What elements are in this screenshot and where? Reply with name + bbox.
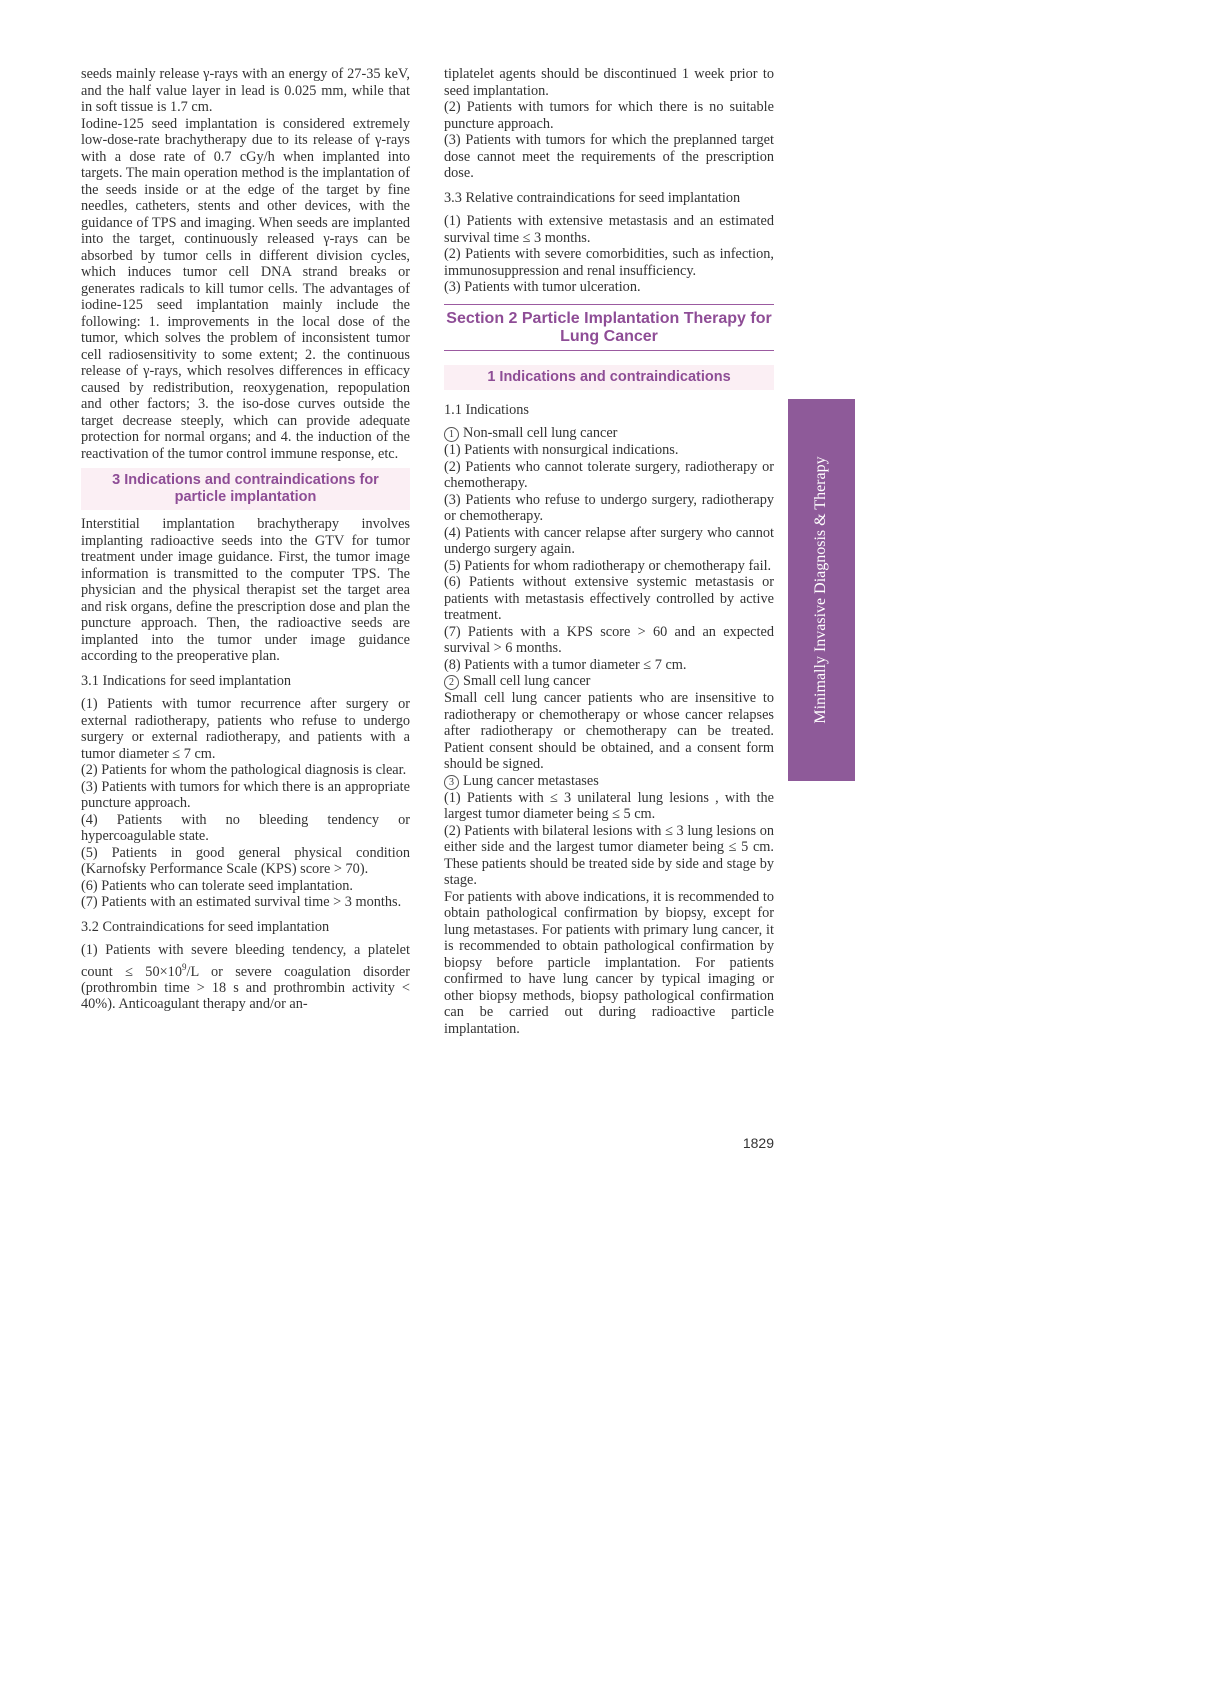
- heading-section-3: 3 Indications and contraindications for particle implantation: [81, 468, 410, 510]
- list-item: (8) Patients with a tumor diameter ≤ 7 cm.: [444, 656, 687, 673]
- list-item: (2) Patients for whom the pathological diagnosis is clear.: [81, 762, 407, 778]
- list-item: (6) Patients who can tolerate seed implantation.: [81, 877, 353, 894]
- list-item: (2) Patients with bilateral lesions with ≤ 3 lung lesions on either side and the largest tumor diameter being ≤ 5 cm. These patients should be treated side by side and stage by stage.: [444, 822, 774, 888]
- paragraph-interstitial: Interstitial implantation brachytherapy involves implanting radioactive seeds into the GTV for tumor treatment under image guidance. First, the tumor image information is transmitted to the computer TPS. The physician and the physical therapist set the target area and risk organs, define the prescription dose and plan the puncture approach. Then, the radioactive seeds are implanted into the tumor under image guidance according to the preoperative plan.: [81, 516, 410, 664]
- paragraph-continued: tiplatelet agents should be discontinued 1 week prior to seed implantation.: [444, 66, 774, 99]
- list-item: (3) Patients with tumor ulceration.: [444, 279, 641, 295]
- journal-side-tab: [788, 399, 855, 781]
- list-item: (1) Patients with tumor recurrence after surgery or external radiotherapy, patients who refuse to undergo surgery or external radiotherapy, and patients with a tumor diameter ≤ 7 cm.: [81, 696, 410, 762]
- paragraph-iodine-125: Iodine-125 seed implantation is considered extremely low-dose-rate brachytherapy due to its release of γ-rays with a dose rate of 0.7 cGy/h when implanted into targets. The main operation method is the implantation of the seeds inside or at the edge of the target by fine needles, catheters, stents and other devices, with the guidance of TPS and imaging. When seeds are implanted into the target, continuously released γ-rays can be absorbed by tumor cells in different division cycles, which induces tumor cell DNA strand breaks or generates radicals to kill tumor cells. The advantages of iodine-125 seed implantation mainly include the following: 1. improvements in the local dose of the tumor, which solves the problem of inconsistent tumor cell radiosensitivity to some extent; 2. the continuous release of γ-rays, which resolves differences in efficacy caused by redistribution, reoxygenation, repopulation and other factors; 3. the iso-dose curves outside the target decrease steeply, which can provide adequate protection for normal organs; and 4. the induction of the reactivation of the tumor control immune response, etc.: [81, 115, 410, 462]
- circled-number: 1: [444, 427, 459, 442]
- list-item: (1) Patients with nonsurgical indications.: [444, 442, 679, 458]
- subheading-3-1: 3.1 Indications for seed implantation: [81, 672, 292, 689]
- list-item: (6) Patients without extensive systemic metastasis or patients with metastasis effectively controlled by active treatment.: [444, 574, 774, 623]
- paragraph-recommendation: For patients with above indications, it is recommended to obtain pathological confirmation by biopsy, except for lung metastases. For patients with primary lung cancer, it is recommended to obtain pathological confirmation by biopsy before particle implantation. For patients confirmed to have lung cancer by typical imaging or other biopsy methods, biopsy pathological confirmation can be carried out during radioactive particle implantation.: [444, 888, 774, 1037]
- list-item: (5) Patients in good general physical condition (Karnofsky Performance Scale (KPS) score > 70).: [81, 844, 410, 877]
- list-item: (4) Patients with no bleeding tendency or hypercoagulable state.: [81, 811, 410, 844]
- paragraph-intro: seeds mainly release γ-rays with an energy of 27-35 keV, and the half value layer in lead is 0.025 mm, while that in soft tissue is 1.7 cm.: [81, 66, 410, 115]
- subheading-3-2: 3.2 Contraindications for seed implantation: [81, 918, 330, 935]
- circled-number: 2: [444, 675, 459, 690]
- list-item: (3) Patients with tumors for which there is an appropriate puncture approach.: [81, 778, 410, 811]
- left-column: [81, 66, 410, 1013]
- list-item: [81, 942, 410, 1013]
- list-item: (2) Patients with tumors for which there is no suitable puncture approach.: [444, 99, 774, 132]
- list-item: (5) Patients for whom radiotherapy or chemotherapy fail.: [444, 557, 772, 574]
- category-label: [444, 425, 774, 442]
- list-item: (1) Patients with ≤ 3 unilateral lung lesions , with the largest tumor diameter being ≤ 5 cm.: [444, 789, 774, 822]
- paragraph-sclc: Small cell lung cancer patients who are insensitive to radiotherapy or chemotherapy or whose cancer relapses after radiotherapy or chemotherapy can be treated. Patient consent should be obtained, and a consent form should be signed.: [444, 690, 774, 772]
- right-column: [444, 66, 774, 1037]
- list-item: (2) Patients who cannot tolerate surgery, radiotherapy or chemotherapy.: [444, 458, 774, 491]
- list-item: (4) Patients with cancer relapse after surgery who cannot undergo surgery again.: [444, 524, 774, 557]
- page-number: 1829: [742, 1135, 774, 1151]
- list-item: (2) Patients with severe comorbidities, such as infection, immunosuppression and renal insufficiency.: [444, 246, 774, 279]
- circled-number: 3: [444, 775, 459, 790]
- subheading-3-3: 3.3 Relative contraindications for seed implantation: [444, 189, 741, 206]
- superscript: 9: [181, 961, 187, 972]
- subheading-1-1: 1.1 Indications: [444, 401, 529, 418]
- text-run: /L or severe coagulation disorder (prothrombin time > 18 s and prothrombin activity < 40%). Anticoagulant therapy and/or an-: [81, 963, 410, 1013]
- section-2-title: Section 2 Particle Implantation Therapy for Lung Cancer: [444, 304, 774, 351]
- category-label: [444, 773, 774, 790]
- list-item: (3) Patients who refuse to undergo surgery, radiotherapy or chemotherapy.: [444, 491, 774, 524]
- list-item: (3) Patients with tumors for which the preplanned target dose cannot meet the requirements of the prescription dose.: [444, 132, 774, 181]
- text-run: (1) Patients with severe bleeding tendency, a platelet count ≤ 50×10: [81, 942, 410, 980]
- category-text: Lung cancer metastases: [463, 772, 599, 789]
- category-text: Small cell lung cancer: [463, 673, 591, 689]
- side-tab-label: Minimally Invasive Diagnosis & Therapy: [812, 456, 829, 724]
- heading-section-1: 1 Indications and contraindications: [444, 365, 774, 390]
- category-text: Non-small cell lung cancer: [463, 425, 618, 441]
- category-label: [444, 673, 774, 690]
- list-item: (7) Patients with an estimated survival time > 3 months.: [81, 894, 402, 910]
- list-item: (1) Patients with extensive metastasis and an estimated survival time ≤ 3 months.: [444, 213, 774, 246]
- list-item: (7) Patients with a KPS score > 60 and an expected survival > 6 months.: [444, 623, 774, 656]
